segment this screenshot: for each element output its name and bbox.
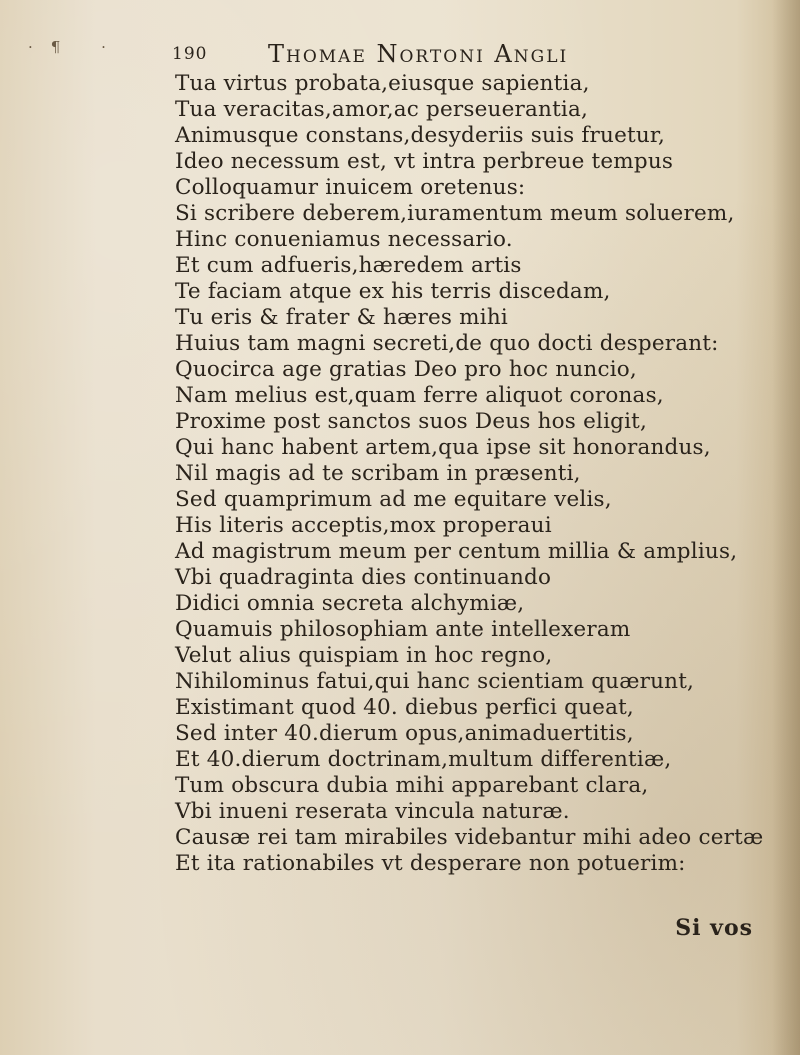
verse-line: Et 40.dierum doctrinam,multum differentiæ, <box>175 747 672 772</box>
verse-line: Ad magistrum meum per centum millia & amplius, <box>175 539 738 564</box>
verse-line: Nam melius est,quam ferre aliquot coronas, <box>175 383 664 408</box>
verse-line: His literis acceptis,mox properaui <box>175 513 552 538</box>
verse-line: Ideo necessum est, vt intra perbreue tempus <box>175 149 674 174</box>
verse-line: Proxime post sanctos suos Deus hos eligit, <box>175 409 648 434</box>
verse-line: Tua veracitas,amor,ac perseuerantia, <box>175 97 589 122</box>
verse-line: Causæ rei tam mirabiles videbantur mihi adeo certæ <box>175 825 764 850</box>
verse-line: Quamuis philosophiam ante intellexeram <box>175 617 631 642</box>
verse-line: Et cum adfueris,hæredem artis <box>175 253 522 278</box>
verse-line: Velut alius quispiam in hoc regno, <box>175 643 553 668</box>
verse-line: Existimant quod 40. diebus perfici queat, <box>175 695 634 720</box>
verse-line: Sed inter 40.dierum opus,animaduertitis, <box>175 721 634 746</box>
verse-line: Hinc conueniamus necessario. <box>175 227 513 252</box>
verse-line: Tua virtus probata,eiusque sapientia, <box>175 71 590 96</box>
running-head: Thomae Nortoni Angli <box>268 40 569 68</box>
verse-line: Tum obscura dubia mihi apparebant clara, <box>175 773 649 798</box>
marginal-mark: ·¶ · <box>28 38 124 56</box>
verse-line: Animusque constans,desyderiis suis fruetur, <box>175 123 666 148</box>
verse-line: Tu eris & frater & hæres mihi <box>175 305 508 330</box>
page-number: 190 <box>172 44 208 64</box>
verse-line: Nil magis ad te scribam in præsenti, <box>175 461 581 486</box>
verse-line: Qui hanc habent artem,qua ipse sit honorandus, <box>175 435 711 460</box>
page-edge-shadow <box>772 0 800 1055</box>
verse-line: Colloquamur inuicem oretenus: <box>175 175 526 200</box>
verse-line: Si scribere deberem,iuramentum meum soluerem, <box>175 201 735 226</box>
verse-line: Sed quamprimum ad me equitare velis, <box>175 487 612 512</box>
verse-line: Et ita rationabiles vt desperare non potuerim: <box>175 851 686 876</box>
page-header <box>172 40 762 70</box>
verse-line: Quocirca age gratias Deo pro hoc nuncio, <box>175 357 637 382</box>
verse-line: Huius tam magni secreti,de quo docti desperant: <box>175 331 719 356</box>
verse-line: Vbi quadraginta dies continuando <box>175 565 552 590</box>
verse-line: Nihilominus fatui,qui hanc scientiam quærunt, <box>175 669 695 694</box>
poem-text <box>175 71 775 877</box>
verse-line: Te faciam atque ex his terris discedam, <box>175 279 611 304</box>
verse-line: Didici omnia secreta alchymiæ, <box>175 591 525 616</box>
verse-line: Vbi inueni reserata vincula naturæ. <box>175 799 570 824</box>
catchword: Si vos <box>675 915 753 941</box>
